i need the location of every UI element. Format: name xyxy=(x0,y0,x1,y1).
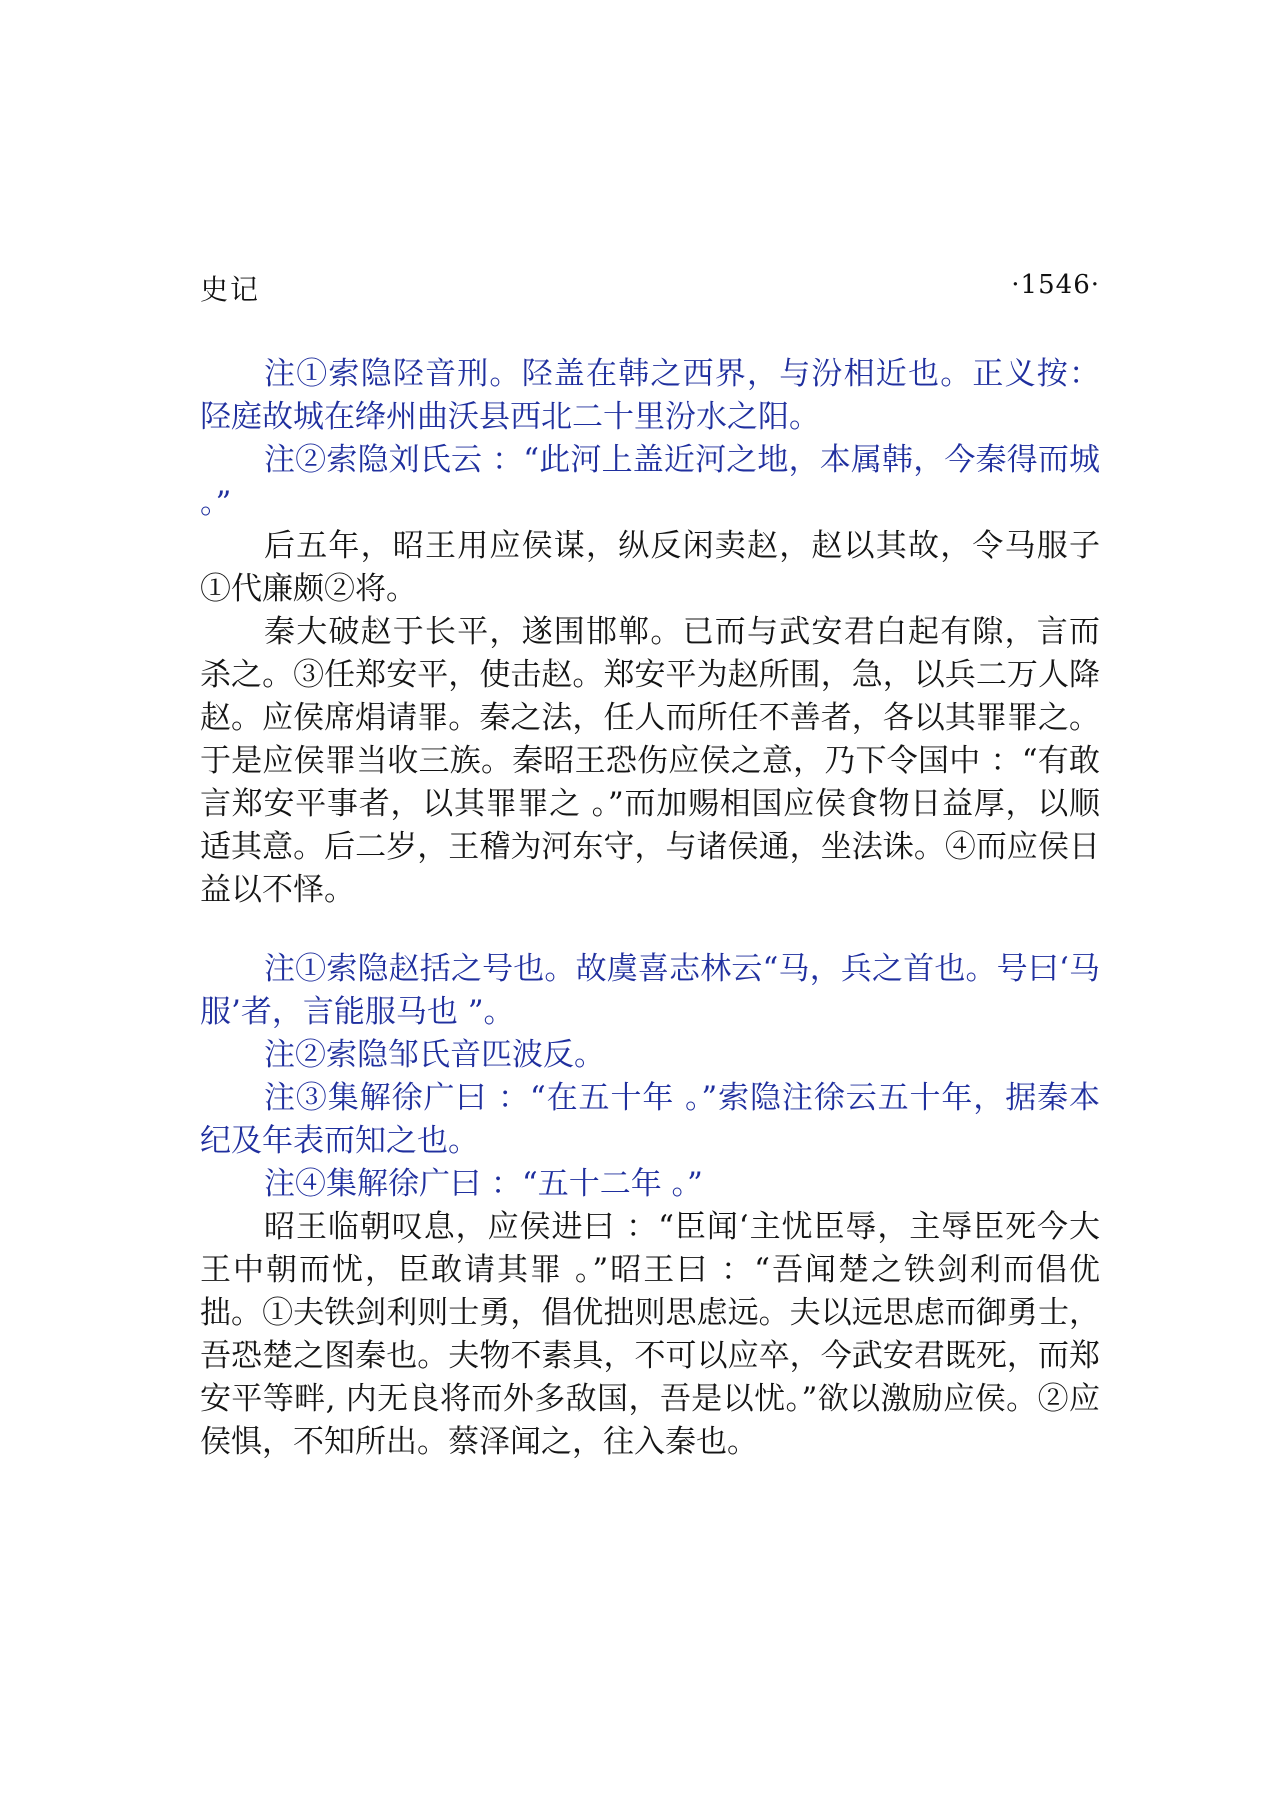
book-title: 史记 xyxy=(200,273,261,306)
annotation-paragraph: 注①索隐赵括之号也。故虞喜志林云“马，兵之首也。号曰‘马服’者，言能服马也 ”。 xyxy=(200,951,1100,1030)
main-text-paragraph: 后五年，昭王用应侯谋，纵反闲卖赵，赵以其故，令马服子①代廉颇②将。 xyxy=(200,528,1100,607)
annotation-paragraph: 注③集解徐广曰 ：“在五十年 。”索隐注徐云五十年，据秦本纪及年表而知之也。 xyxy=(200,1080,1100,1159)
main-text-paragraph: 昭王临朝叹息，应侯进曰 ：“臣闻‘主忧臣辱，主辱臣死今大王中朝而忧，臣敢请其罪 。”昭王曰 ：“吾闻楚之铁剑利而倡优拙。①夫铁剑利则士勇，倡优拙则思虑远。夫以远思虑而御勇士，吾恐楚之图秦也。夫物不素具，不可以应卒，今武安君既死，而郑安平等畔, 内无良将而外多敌国，吾是以忧。”欲以激励应侯。②应侯惧，不知所出。蔡泽闻之，往入秦也。 xyxy=(200,1209,1100,1460)
annotation-paragraph: 注②索隐刘氏云 ：“此河上盖近河之地，本属韩，今秦得而城 。” xyxy=(200,442,1100,521)
main-text-paragraph: 秦大破赵于长平，遂围邯郸。已而与武安君白起有隙，言而杀之。③任郑安平，使击赵。郑安平为赵所围，急，以兵二万人降赵。应侯席焆请罪。秦之法，任人而所任不善者，各以其罪罪之。于是应侯罪当收三族。秦昭王恐伤应侯之意，乃下令国中 ：“有敢言郑安平事者，以其罪罪之 。”而加赐相国应侯食物日益厚，以顺适其意。后二岁，王稽为河东守，与诸侯通，坐法诛。④而应侯日益以不怿。 xyxy=(200,614,1100,908)
running-header xyxy=(200,268,1100,308)
text-block-lower xyxy=(200,948,1100,1464)
page-number: ·1546· xyxy=(1011,270,1100,300)
annotation-paragraph: 注①索隐陉音刑。陉盖在韩之西界，与汾相近也。正义按：陉庭故城在绛州曲沃县西北二十里汾水之阳。 xyxy=(200,356,1100,435)
annotation-paragraph: 注④集解徐广曰 ：“五十二年 。” xyxy=(264,1166,703,1202)
annotation-paragraph: 注②索隐邹氏音匹波反。 xyxy=(264,1037,605,1073)
text-block-upper xyxy=(200,353,1100,912)
